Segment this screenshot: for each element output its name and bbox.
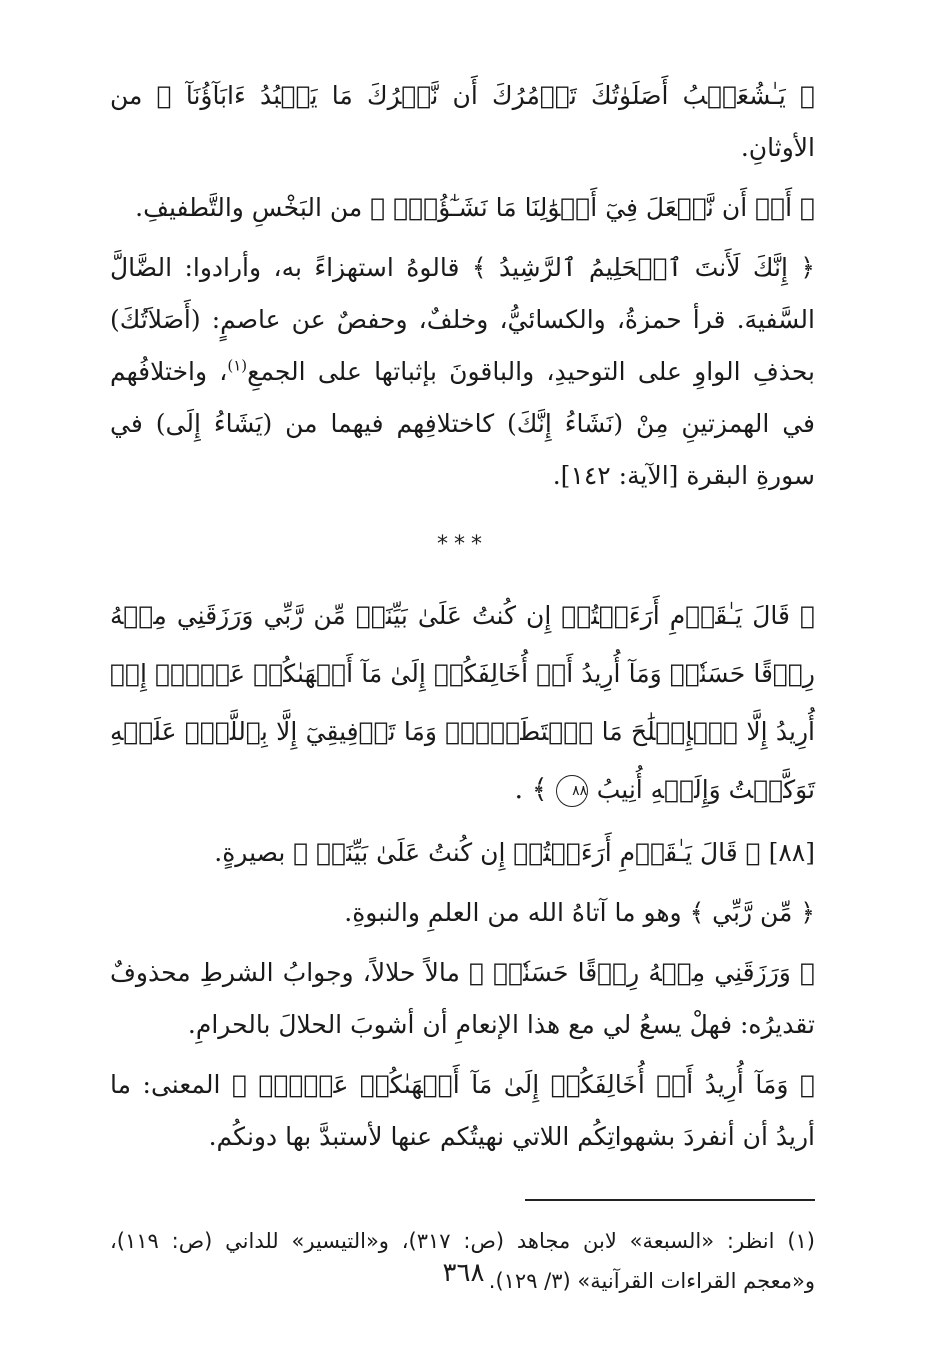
paragraph-basira (110, 827, 815, 879)
ayah-number-marker: ٨٨ (556, 775, 588, 807)
paragraph-shuaib-prayer (110, 70, 815, 174)
paragraph-ukhalifakum (110, 1059, 815, 1163)
paragraph-inaka (110, 242, 815, 502)
commentary-text: المعنى: ما أريدُ أن أنفردَ بشهواتِكُم اللاتي نهيتُكم عنها لأستبدَّ بها دونكُم. (110, 1070, 815, 1151)
quran-quote: ﴿ قَالَ يَـٰقَوۡمِ أَرَءَيۡتُمۡ إِن كُنتُ عَلَىٰ بَيِّنَةٖ ﴾ (293, 838, 761, 867)
quran-quote: ﴿ مِّن رَّبِّي ﴾ (689, 898, 815, 927)
commentary-text: من الأوثانِ. (110, 81, 815, 162)
paragraph-rizq (110, 947, 815, 1051)
commentary-text: وهو ما آتاهُ الله من العلمِ والنبوةِ. (344, 898, 690, 927)
commentary-text: بصيرةٍ. (214, 838, 294, 867)
verse-88 (110, 587, 815, 819)
verse-text: ﴿ قَالَ يَـٰقَوۡمِ أَرَءَيۡتُمۡ إِن كُنتُ عَلَىٰ بَيِّنَةٖ مِّن رَّبِّي وَرَزَقَنِي مِنۡهُ رِزۡقًا حَسَنٗاۚ وَمَآ أُرِيدُ أَنۡ أُخَالِفَكُمۡ إِلَىٰ مَآ أَنۡهَىٰكُمۡ عَنۡهُۚ إِنۡ أُرِيدُ إِلَّا ٱلۡإِصۡلَٰحَ مَا ٱسۡتَطَعۡتُۚ وَمَا تَوۡفِيقِيٓ إِلَّا بِٱللَّهِۚ عَلَيۡهِ تَوَكَّلۡتُ وَإِلَيۡهِ أُنِيبُ (110, 601, 815, 804)
paragraph-wealth (110, 182, 815, 234)
footnote-number: (١) (787, 1229, 815, 1253)
quran-quote: ﴿ إِنَّكَ لَأَنتَ ٱلۡحَلِيمُ ٱلرَّشِيدُ ﴾ (471, 253, 815, 282)
quran-quote: ﴿ وَرَزَقَنِي مِنۡهُ رِزۡقًا حَسَنٗاۚ ﴾ (469, 958, 815, 987)
page-body (110, 70, 815, 1301)
commentary-text: مالاً حلالاً، وجوابُ الشرطِ محذوفٌ تقديرُه: فهلْ يسعُ لي مع هذا الإنعامِ أن أشوبَ الحلالَ بالحرامِ. (110, 958, 815, 1039)
commentary-text-continued: ، واختلافُهم في الهمزتينِ مِنْ (نَشَاءُ إِنَّكَ) كاختلافِهم فيهما من (يَشَاءُ إِلَى) في سورةِ البقرة [الآية: ١٤٢]. (110, 357, 815, 490)
footnote-text: انظر: «السبعة» لابن مجاهد (ص: ٣١٧)، و«التيسير» للداني (ص: ١١٩)، و«معجم القراءات القرآنية» (٣/ ١٢٩). (110, 1229, 815, 1293)
page-number: ٣٦٨ (442, 1258, 485, 1288)
commentary-text: من البَخْسِ والتَّطفيفِ. (135, 193, 371, 222)
section-separator: *** (437, 532, 488, 557)
verse-number-label: [٨٨] (760, 838, 815, 867)
quran-quote: ﴿ يَـٰشُعَيۡبُ أَصَلَوٰتُكَ تَأۡمُرُكَ أَن نَّتۡرُكَ مَا يَعۡبُدُ ءَابَآؤُنَآ ﴾ (156, 81, 815, 110)
quran-quote: ﴿ أَوۡ أَن نَّفۡعَلَ فِيٓ أَمۡوَٰلِنَا مَا نَشَـٰٓؤُاْۖ ﴾ (370, 193, 815, 222)
footnote-reference[interactable]: (١) (227, 356, 248, 375)
commentary-text: قالوهُ استهزاءً به، وأرادوا: الضَّالَّ السَّفيهَ. قرأ حمزةُ، والكسائيُّ، وخلفٌ، وحفصٌ عن عاصمٍ: (أَصَلاَتُكَ) بحذفِ الواوِ على التوحيدِ، والباقونَ بإثباتها على الجمعِ (110, 253, 815, 386)
verse-closing-bracket: ﴾ . (514, 774, 548, 805)
paragraph-rabbi (110, 887, 815, 939)
quran-quote: ﴿ وَمَآ أُرِيدُ أَنۡ أُخَالِفَكُمۡ إِلَىٰ مَآ أَنۡهَىٰكُمۡ عَنۡهُۚ ﴾ (231, 1070, 815, 1099)
footnote-divider (525, 1199, 815, 1201)
